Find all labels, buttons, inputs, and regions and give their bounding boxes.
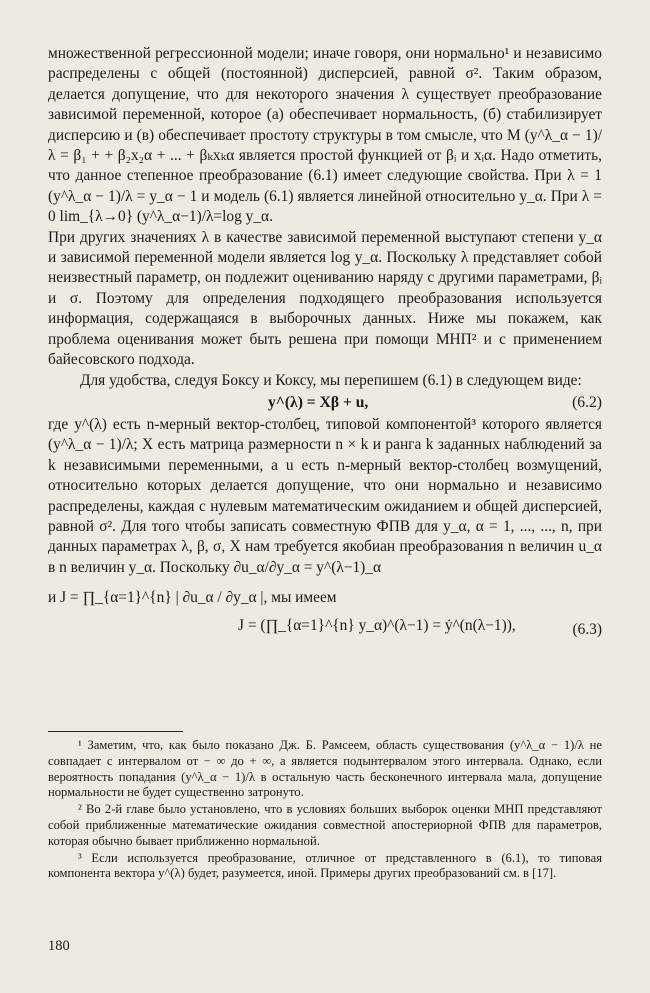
paragraph-2: При других значениях λ в качестве зависимой переменной выступают степени y_α и зависимой переменной модели является log y_α. Поскольку λ представляет собой неизвестный параметр, он подлежит оцениванию наряду с другими параметрами, βᵢ и σ. Поэтому для определения подходящего преобразования используется информация, содержащаяся в выборочных данных. Ниже мы покажем, как проблема оценивания может быть решена при помощи МНП² и с применением байесовского подхода. <box>48 228 602 369</box>
equation-6-3-expression: J = (∏_{α=1}^{n} y_α)^(λ−1) = ẏ^(n(λ−1)), <box>238 617 516 635</box>
footnote-3: ³ Если используется преобразование, отличное от представленного в (6.1), то типовая компонента вектора y^(λ) будет, разумеется, иной. Примеры других преобразований см. в [17]. <box>48 850 602 881</box>
footnote-2: ² Во 2-й главе было установлено, что в условиях больших выборок оценки МНП представляют собой приближенные математические ожидания совместной апостериорной ФПВ для параметров, которая обычно бывает приближенно нормальной. <box>48 802 602 848</box>
jacobian-definition: и J = ∏_{α=1}^{n} | ∂u_α / ∂y_α |, мы имеем <box>48 589 337 607</box>
main-text <box>48 44 602 644</box>
equation-6-2 <box>48 391 602 415</box>
paragraph-1: множественной регрессионной модели; иначе говоря, они нормально¹ и независимо распределены с общей (постоянной) дисперсией, равной σ². Таким образом, делается допущение, что для некоторого значения λ существует преобразование зависимой переменной, которое (a) обеспечивает нормальность, (б) стабилизирует дисперсию и (в) обеспечивает простоту структуры в том смысле, что M (y^λ_α − 1)/λ = β₁ + + β₂x₂α + ... + βₖxₖα является простой функцией от βᵢ и xᵢα. Надо отметить, что данное степенное преобразование (6.1) имеет следующие свойства. При λ = 1 (y^λ_α − 1)/λ = y_α − 1 и модель (6.1) является линейной относительно y_α. При λ = 0 lim_{λ→0} (y^λ_α−1)/λ=log y_α. <box>48 45 602 226</box>
paragraph-3: Для удобства, следуя Боксу и Коксу, мы перепишем (6.1) в следующем виде: <box>80 371 582 389</box>
footnote-1: ¹ Заметим, что, как было показано Дж. Б. Рамсеем, область существования (y^λ_α − 1)/λ не совпадает с интервалом от − ∞ до + ∞, а является подынтервалом этого интервала. Однако, если вероятность попадания (y^λ_α − 1)/λ в остальную часть бесконечного интервала мала, допущение нормальности не будет существенно затронуто. <box>48 738 602 800</box>
equation-6-3-number: (6.3) <box>572 621 602 639</box>
equation-6-2-number: (6.2) <box>572 393 602 411</box>
footnotes <box>48 738 602 883</box>
equation-6-2-expression: y^(λ) = Xβ + u, <box>268 393 369 411</box>
equation-6-3 <box>48 578 602 644</box>
footnote-divider <box>48 731 183 732</box>
page-number: 180 <box>48 938 70 954</box>
paragraph-4: где y^(λ) есть n-мерный вектор-столбец, типовой компонентой³ которого является (y^λ_α − 1)/λ; X есть матрица размерности n × k и ранга k заданных наблюдений за k независимыми переменными, а u есть n-мерный вектор-столбец возмущений, относительно которых делается допущение, что они нормально и независимо распределены, каждая с нулевым математическим ожиданием и общей дисперсией, равной σ². Для того чтобы записать совместную ФПВ для y_α, α = 1, ..., ..., n, при данных параметрах λ, β, σ, X нам требуется якобиан преобразования n величин u_α в n величин y_α. Поскольку ∂u_α/∂y_α = y^(λ−1)_α <box>48 415 602 576</box>
